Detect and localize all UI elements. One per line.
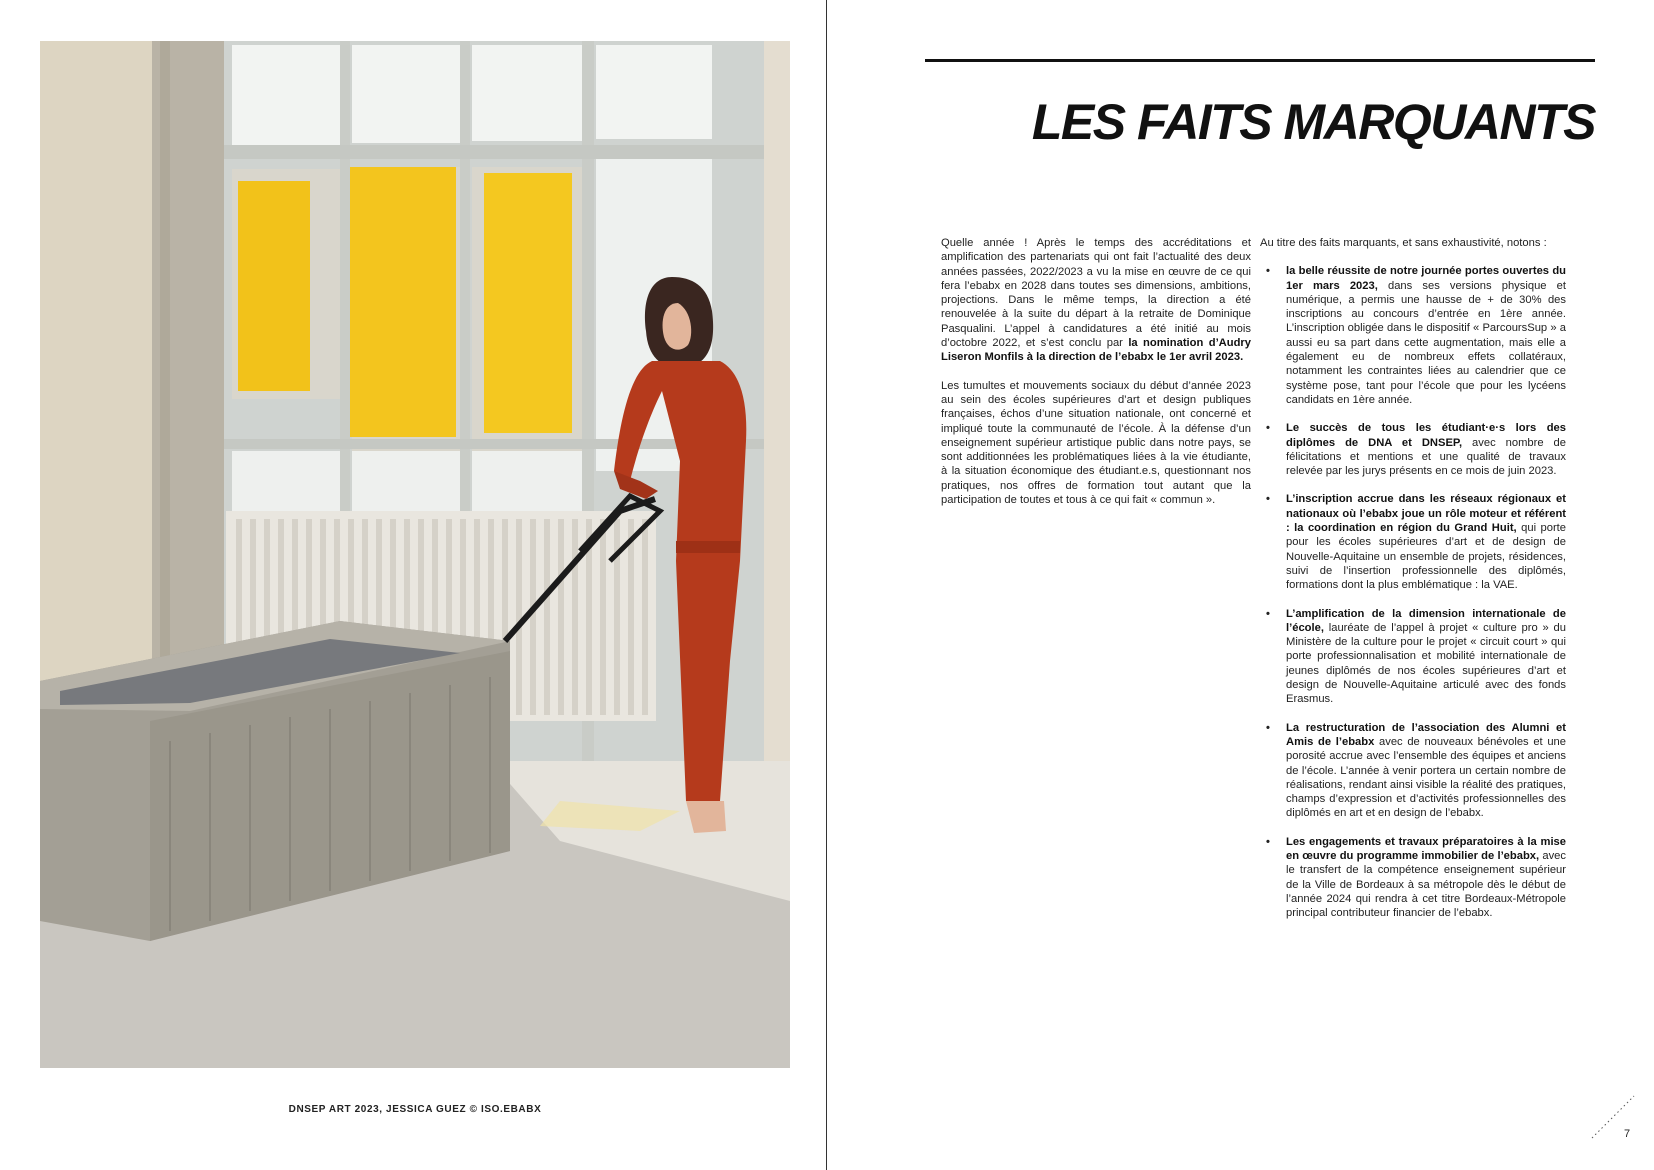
list-item-text: avec nombre de félicitations et mentions et une qualité de travaux relevée par les jurys présents en ce mois de juin 2023. xyxy=(1286,436,1567,478)
bullet-icon: • xyxy=(1266,493,1270,506)
paragraph-context: Les tumultes et mouvements sociaux du début d’année 2023 au sein des écoles supérieures d’art et design publiques françaises, échos d’une situation nationale, ont concerné et impliqué toute la communauté de l’école. À la défense d’un enseignement supérieur artistique public dans notre pays, se sont additionnées les problématiques liées à la vie étudiante, à la situation économique des étudiant.e.s, questionnant nos pratiques, nos offres de formation tout autant que la participation de toutes et tous à ce qui fait « commun ». xyxy=(941,379,1251,507)
title-rule xyxy=(925,59,1595,62)
page-gutter xyxy=(826,0,827,1170)
photo-caption: DNSEP ART 2023, JESSICA GUEZ © ISO.EBABX xyxy=(288,1104,542,1115)
list-item xyxy=(1260,607,1566,707)
right-page xyxy=(828,0,1654,1170)
list-item-bold: la belle réussite de notre journée portes ouvertes du 1er mars 2023, xyxy=(1286,265,1566,292)
list-item-text: avec de nouveaux bénévoles et une porosité accrue avec l’ensemble des équipes et anciens de l’école. L’année à venir portera un certain nombre de réalisations, rendant ainsi visible la réalité des pratiques, champs d’expression et d’activités professionnelles des diplômés en art et en design de l’ebabx. xyxy=(1286,735,1566,820)
list-item xyxy=(1260,421,1566,478)
list-item-bold: La restructuration de l’association des Alumni et Amis de l’ebabx xyxy=(1286,721,1566,748)
list-item-bold: Les engagements et travaux préparatoires à la mise en œuvre du programme immobilier de l’ebabx, xyxy=(1286,835,1566,862)
list-item xyxy=(1260,492,1566,592)
bullet-icon: • xyxy=(1266,607,1270,620)
corner-decoration-icon xyxy=(1588,1092,1638,1142)
list-item-text: dans ses versions physique et numérique, a permis une hausse de + de 30% des inscriptions au concours d’entrée en 1ère année. L’inscription obligée dans le dispositif « ParcoursSup » a aussi eu sa part dans cette augmentation, mais elle a également eu de nombreux effets collatéraux, notamment les contraintes liées au calendrier que ce système pose, tant pour l’école que pour les lycéens candidats en 1ère année. xyxy=(1286,279,1566,406)
highlights-list xyxy=(1260,264,1566,920)
list-item-text: lauréate de l’appel à projet « culture pro » du Ministère de la culture pour le projet « circuit court » qui porte professionnalisation et mobilité internationale de jeunes diplômés de nos écoles supérieures d’art et design de Nouvelle-Aquitaine articulé avec des fonds Erasmus. xyxy=(1286,621,1566,706)
list-item xyxy=(1260,835,1566,921)
bullet-icon: • xyxy=(1266,835,1270,848)
paragraph-intro-text: Quelle année ! Après le temps des accréditations et amplification des partenariats qui ont fait l’actualité des deux années passées, 2022/2023 a vu la mise en œuvre de ce qui fera l’ebabx en 2028 dans toutes ses dimensions, ambitions, projections. Dans le même temps, la direction a été renouvelée à la suite du départ à la retraite de Dominique Pasqualini. L’appel à candidatures a été initié au mois d’octobre 2022, et s’est conclu par xyxy=(941,237,1251,350)
bullet-icon: • xyxy=(1266,721,1270,734)
paragraph-intro xyxy=(941,236,1251,365)
bullet-icon: • xyxy=(1266,265,1270,278)
yellow-pane xyxy=(238,181,310,391)
list-item-bold: Le succès de tous les étudiant·e·s lors des diplômes de DNA et DNSEP, xyxy=(1286,422,1566,449)
list-item xyxy=(1260,721,1566,821)
bullet-icon: • xyxy=(1266,422,1270,435)
page-number: 7 xyxy=(1624,1128,1631,1140)
photo-illustration xyxy=(40,41,790,1068)
list-item-bold: L’amplification de la dimension internationale de l’école, xyxy=(1286,607,1566,634)
list-item xyxy=(1260,264,1566,407)
list-item-text: qui porte pour les écoles supérieures d’art et de design de Nouvelle-Aquitaine un ensemble de projets, résidences, suivi de l’insertion professionnelle des diplômés, formations dont la plus emblématique : la VAE. xyxy=(1286,522,1567,592)
list-item-text: avec le transfert de la compétence enseignement supérieur de la Ville de Bordeaux à sa métropole dès le début de l’année 2024 qui rendra à cet titre Bordeaux-Métropole principal contributeur financier de l’ebabx. xyxy=(1286,849,1566,920)
paragraph-intro-bold: la nomination d’Audry Liseron Monfils à la direction de l’ebabx le 1er avril 2023. xyxy=(941,337,1252,364)
list-intro: Au titre des faits marquants, et sans exhaustivité, notons : xyxy=(1260,237,1547,249)
exhibition-photo xyxy=(40,41,790,1068)
right-text-column xyxy=(1260,236,1566,934)
page-title: LES FAITS MARQUANTS xyxy=(1031,94,1595,150)
left-text-column xyxy=(941,236,1251,521)
list-item-bold: L’inscription accrue dans les réseaux régionaux et nationaux où l’ebabx joue un rôle moteur et référent : la coordination en région du Grand Huit, xyxy=(1286,493,1566,535)
